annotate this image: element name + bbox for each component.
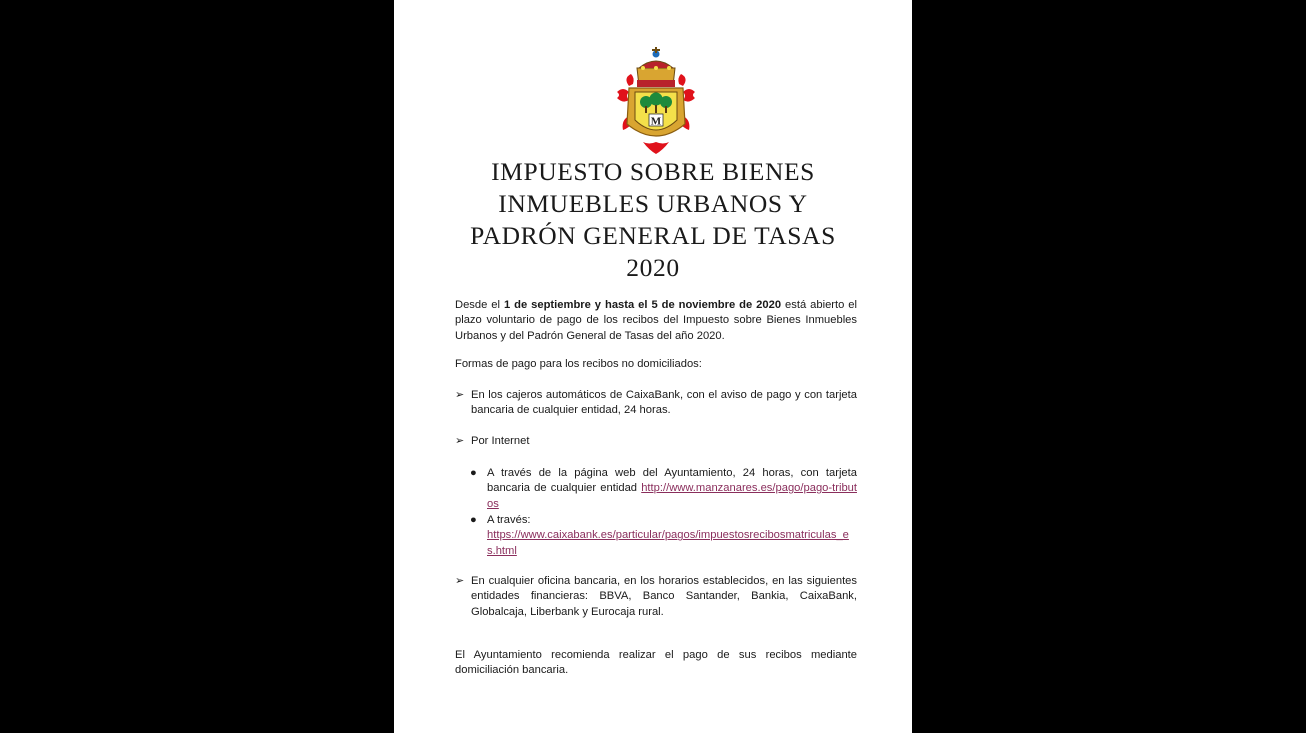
manzanares-payment-link[interactable]: http://www.manzanares.es/pago/pago-tributos: [487, 482, 857, 510]
arrow-bullet-icon: ➢: [455, 575, 465, 587]
bullet-icon: ●: [470, 514, 477, 526]
list-item-atm: ➢ En los cajeros automáticos de CaixaBank, con el aviso de pago y con tarjeta bancaria de cualquier entidad, 24 horas.: [455, 389, 857, 417]
caixabank-payment-link[interactable]: https://www.caixabank.es/particular/pagos/impuestosrecibosmatriculas_es.html: [487, 529, 849, 557]
bullet-icon: ●: [470, 467, 477, 479]
list-item-internet: ➢ Por Internet: [455, 434, 857, 449]
page-title: [394, 156, 912, 284]
intro-paragraph: Desde el 1 de septiembre y hasta el 5 de noviembre de 2020 está abierto el plazo voluntario de pago de los recibos del Impuesto sobre Bienes Inmuebles Urbanos y del Padrón General de Tasas del año 2020.: [455, 299, 858, 342]
crest-initial: M: [650, 115, 662, 128]
closing-paragraph: El Ayuntamiento recomienda realizar el pago de sus recibos mediante domiciliación bancaria.: [455, 649, 857, 677]
title-line-3: PADRÓN GENERAL DE TASAS: [470, 221, 836, 250]
sub-item-caixabank: ● A través: https://www.caixabank.es/particular/pagos/impuestosrecibosmatriculas_es.html: [470, 514, 849, 557]
title-line-1: IMPUESTO SOBRE BIENES: [491, 157, 815, 186]
title-line-4: 2020: [626, 253, 680, 282]
payment-methods-label: Formas de pago para los recibos no domiciliados:: [455, 358, 702, 370]
document-page: [394, 0, 912, 733]
sub-item-ayuntamiento: ● A través de la página web del Ayuntamiento, 24 horas, con tarjeta bancaria de cualquier entidad http://www.manzanares.es/pago/pago-tributos: [470, 467, 857, 510]
arrow-bullet-icon: ➢: [455, 389, 465, 401]
date-range: 1 de septiembre y hasta el 5 de noviembre de 2020: [503, 299, 782, 311]
title-line-2: INMUEBLES URBANOS Y: [498, 189, 808, 218]
municipal-crest-icon: [615, 46, 697, 156]
list-item-bank-office: ➢ En cualquier oficina bancaria, en los horarios establecidos, en las siguientes entidades financieras: BBVA, Banco Santander, Bankia, CaixaBank, Globalcaja, Liberbank y Eurocaja rural.: [455, 575, 857, 618]
arrow-bullet-icon: ➢: [455, 435, 465, 447]
